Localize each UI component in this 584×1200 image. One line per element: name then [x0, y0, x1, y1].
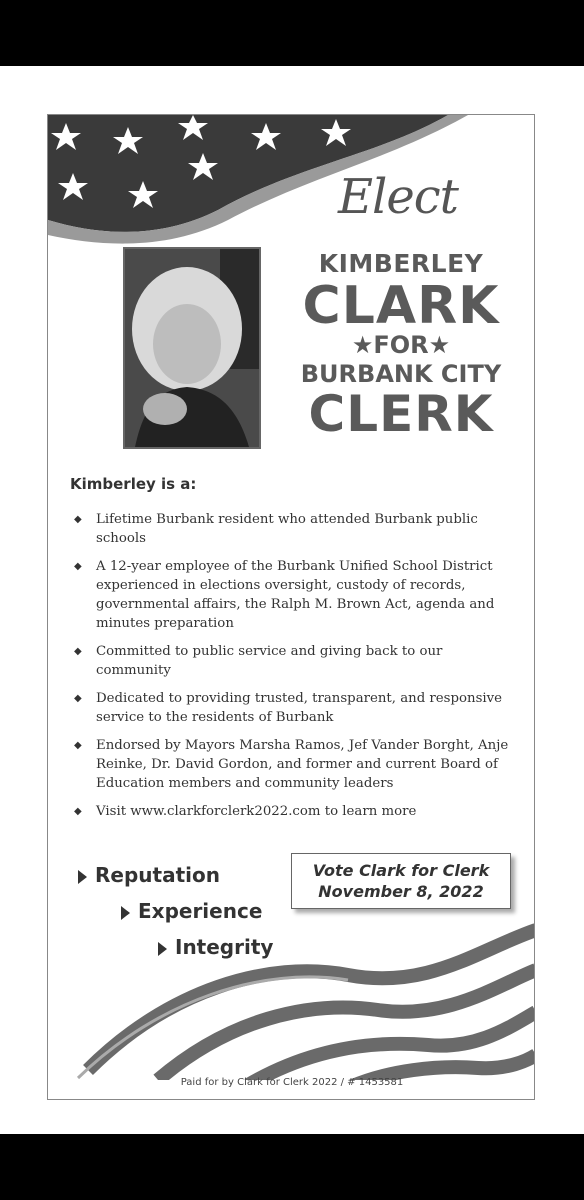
intro-heading: Kimberley is a:: [70, 475, 197, 493]
value-item: Experience: [121, 899, 262, 923]
list-item: ◆ Committed to public service and giving back to our community: [74, 644, 443, 678]
flag-banner-bottom: [48, 920, 535, 1080]
list-item: ◆ Visit www.clarkforclerk2022.com to learn more: [74, 804, 417, 819]
elect-heading: Elect: [338, 169, 458, 225]
list-item: ◆ A 12-year employee of the Burbank Unified School District experienced in elections oversight, custody of records, governmental affairs, the Ralph M. Brown Act, agenda and minutes preparation: [74, 559, 495, 631]
qualifications-list: [70, 510, 520, 830]
office-line-2: CLERK: [308, 385, 494, 443]
diamond-bullet-icon: ◆: [74, 646, 82, 657]
vote-date-box: [291, 853, 511, 909]
diamond-bullet-icon: ◆: [74, 806, 82, 817]
triangle-bullet-icon: [121, 906, 130, 920]
for-label: ★FOR★: [351, 331, 451, 359]
diamond-bullet-icon: ◆: [74, 693, 82, 704]
diamond-bullet-icon: ◆: [74, 514, 82, 525]
campaign-ad: [47, 114, 535, 1100]
office-line-1: BURBANK CITY: [300, 360, 502, 388]
list-item: ◆ Lifetime Burbank resident who attended Burbank public schools: [74, 512, 478, 546]
candidate-name-block: [276, 247, 526, 443]
value-item: Integrity: [158, 935, 273, 959]
diamond-bullet-icon: ◆: [74, 740, 82, 751]
paid-for-disclaimer: Paid for by Clark for Clerk 2022 / # 1453581: [180, 1077, 404, 1088]
list-item: ◆ Endorsed by Mayors Marsha Ramos, Jef Vander Borght, Anje Reinke, Dr. David Gordon, and former and current Board of Education members and community leaders: [74, 738, 509, 791]
triangle-bullet-icon: [78, 870, 87, 884]
candidate-photo: [123, 247, 261, 449]
candidate-last-name: CLARK: [302, 276, 500, 336]
diamond-bullet-icon: ◆: [74, 561, 82, 572]
list-item: ◆ Dedicated to providing trusted, transparent, and responsive service to the residents of Burbank: [74, 691, 503, 725]
value-item: Reputation: [78, 863, 220, 887]
vote-line-1: Vote Clark for Clerk: [312, 861, 490, 880]
flag-banner-top: [48, 115, 535, 245]
candidate-first-name: KIMBERLEY: [318, 249, 484, 278]
triangle-bullet-icon: [158, 942, 167, 956]
page: [0, 66, 584, 1134]
vote-line-2: November 8, 2022: [318, 882, 484, 901]
